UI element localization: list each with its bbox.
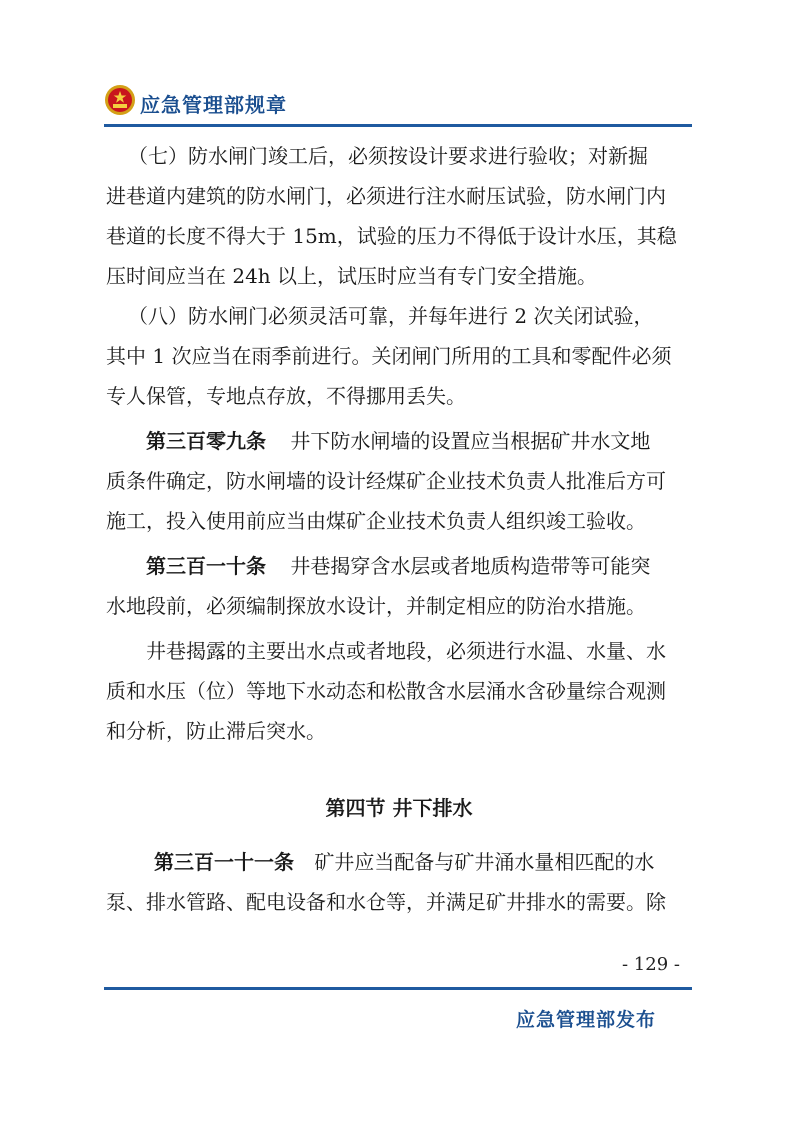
- paragraph-line: （七）防水闸门竣工后，必须按设计要求进行验收；对新掘: [128, 144, 648, 168]
- paragraph-line: 其中 1 次应当在雨季前进行。关闭闸门所用的工具和零配件必须: [106, 344, 672, 368]
- page-number: - 129 -: [622, 954, 680, 975]
- paragraph-line: （八）防水闸门必须灵活可靠，并每年进行 2 次关闭试验，: [128, 304, 654, 328]
- paragraph-line: 质和水压（位）等地下水动态和松散含水层涌水含砂量综合观测: [106, 679, 666, 703]
- article-310-first-line: [146, 546, 650, 586]
- paragraph-line: 进巷道内建筑的防水闸门，必须进行注水耐压试验，防水闸门内: [106, 184, 666, 208]
- publisher-label: 应急管理部发布: [516, 1009, 657, 1031]
- footer-divider: [104, 987, 692, 990]
- paragraph-line: 质条件确定，防水闸墙的设计经煤矿企业技术负责人批准后方可: [106, 469, 666, 493]
- article-text: 矿井应当配备与矿井涌水量相匹配的水: [314, 850, 655, 874]
- article-text: 井下防水闸墙的设置应当根据矿井水文地: [290, 429, 651, 453]
- paragraph-line: 专人保管，专地点存放，不得挪用丢失。: [106, 384, 466, 408]
- header-divider: [104, 124, 692, 127]
- article-311-first-line: [154, 842, 654, 882]
- paragraph-line: 巷道的长度不得大于 15m，试验的压力不得低于设计水压，其稳: [106, 224, 677, 248]
- article-label: 第三百一十条: [146, 554, 266, 578]
- paragraph-line: 施工，投入使用前应当由煤矿企业技术负责人组织竣工验收。: [106, 509, 646, 533]
- article-label: 第三百零九条: [146, 429, 266, 453]
- paragraph-line: 水地段前，必须编制探放水设计，并制定相应的防治水措施。: [106, 594, 646, 618]
- paragraph-line: 压时间应当在 24h 以上，试压时应当有专门安全措施。: [106, 264, 598, 288]
- article-text: 井巷揭穿含水层或者地质构造带等可能突: [290, 554, 651, 578]
- section-heading: 第四节 井下排水: [325, 796, 473, 820]
- paragraph-line: 和分析，防止滞后突水。: [106, 719, 326, 743]
- article-309-first-line: [146, 421, 650, 461]
- paragraph-line: 井巷揭露的主要出水点或者地段，必须进行水温、水量、水: [146, 639, 666, 663]
- article-label: 第三百一十一条: [154, 850, 294, 874]
- national-emblem-icon: [104, 84, 136, 116]
- header-title: 应急管理部规章: [140, 93, 287, 117]
- paragraph-line: 泵、排水管路、配电设备和水仓等，并满足矿井排水的需要。除: [106, 890, 666, 914]
- page-header: [104, 82, 704, 122]
